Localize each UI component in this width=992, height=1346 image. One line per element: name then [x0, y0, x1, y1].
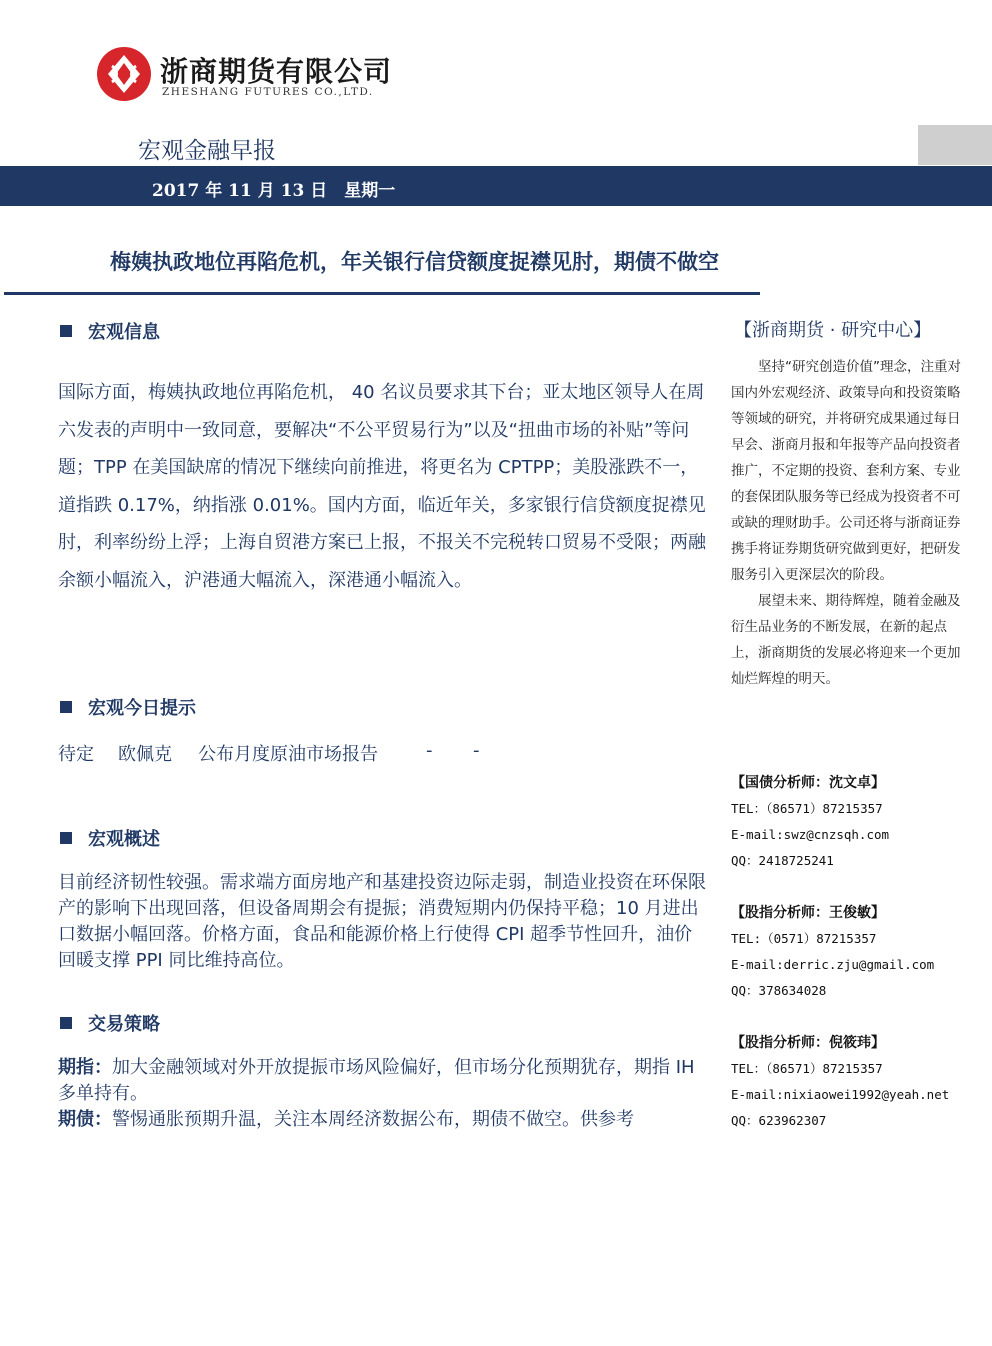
analyst-tel: TEL:（0571）87215357 — [731, 931, 877, 946]
analyst-qq: QQ：2418725241 — [731, 853, 834, 868]
headline: 梅姨执政地位再陷危机，年关银行信贷额度捉襟见肘，期债不做空 — [110, 250, 719, 274]
analyst-email: E-mail:nixiaowei1992@yeah.net — [731, 1087, 950, 1102]
tip-time: 待定 — [58, 744, 94, 765]
analyst-name: 【国债分析师：沈文卓】 — [731, 775, 885, 791]
analyst-tel: TEL：（86571）87215357 — [731, 801, 883, 816]
analyst-qq: QQ：378634028 — [731, 983, 827, 998]
intro-paragraph: 坚持“研究创造价值”理念，注重对国内外宏观经济、政策导向和投资策略等领域的研究，并将研究成果通过每日早会、浙商月报和年报等产品向投资者推广，不定期的投资、套利方案、专业的套保团队服务等已经成为投资者不可或缺的理财助手。公司还将与浙商证券携手将证券期货研究做到更好，把研发服务引入更深层次的阶段。 — [731, 359, 961, 583]
section-heading-macro-info — [60, 318, 160, 344]
header-decoration — [918, 125, 992, 165]
tip-value-1: - — [426, 740, 433, 761]
strategy-text — [58, 1055, 710, 1133]
report-name: 宏观金融早报 — [138, 138, 276, 164]
section-title: 交易策略 — [88, 1014, 160, 1035]
report-date: 2017 年 11 月 13 日 星期一 — [152, 181, 396, 201]
macro-info-text: 国际方面，梅姨执政地位再陷危机， 40 名议员要求其下台；亚太地区领导人在周六发表的声明中一致同意，要解决“不公平贸易行为”以及“扭曲市场的补贴”等问题；TPP 在美国缺席的情况下继续向前推进，将更名为 CPTPP；美股涨跌不一，道指跌 0.17%，纳指涨 0.01%。国内方面，临近年关，多家银行信贷额度捉襟见肘，利率纷纷上浮；上海自贸港方案已上报，不报关不完税转口贸易不受限；两融余额小幅流入，沪港通大幅流入，深港通小幅流入。 — [58, 382, 706, 591]
strategy-item-bond-futures — [58, 1107, 710, 1133]
section-heading-strategy — [60, 1010, 160, 1036]
strategy-body: 警惕通胀预期升温，关注本周经济数据公布，期债不做空。供参考 — [112, 1109, 634, 1130]
headline-divider — [4, 292, 760, 295]
tip-value-2: - — [473, 740, 480, 761]
analyst-email: E-mail:derric.zju@gmail.com — [731, 957, 935, 972]
strategy-body: 加大金融领域对外开放提振市场风险偏好，但市场分化预期犹存，期指 IH 多单持有。 — [58, 1057, 695, 1104]
tip-event: 公布月度原油市场报告 — [198, 744, 378, 765]
section-title: 宏观概述 — [88, 829, 160, 850]
analyst-tel: TEL：（86571）87215357 — [731, 1061, 883, 1076]
analyst-card — [731, 1030, 971, 1134]
brand-name-cn: 浙商期货有限公司 — [160, 55, 393, 88]
overview-text: 目前经济韧性较强。需求端方面房地产和基建投资边际走弱，制造业投资在环保限产的影响下出现回落，但设备周期会有提振；消费短期内仍保持平稳；10 月进出口数据小幅回落。价格方面，食品和能源价格上行使得 CPI 超季节性回升，油价回暖支撑 PPI 同比维持高位。 — [58, 872, 706, 971]
section-heading-today-tips — [60, 694, 196, 720]
bullet-square-icon — [60, 701, 72, 713]
section-title: 宏观信息 — [88, 322, 160, 343]
brand-name-en: ZHESHANG FUTURES CO.,LTD. — [162, 86, 374, 98]
strategy-label: 期指： — [58, 1057, 112, 1078]
section-heading-overview — [60, 825, 160, 851]
analyst-card — [731, 900, 971, 1004]
tip-source: 欧佩克 — [118, 744, 172, 765]
date-bar — [0, 166, 992, 206]
intro-paragraph: 展望未来、期待辉煌，随着金融及衍生品业务的不断发展，在新的起点上，浙商期货的发展必将迎来一个更加灿烂辉煌的明天。 — [731, 593, 961, 687]
analyst-name: 【股指分析师：倪筱玮】 — [731, 1035, 885, 1051]
strategy-item-index-futures — [58, 1055, 710, 1107]
strategy-label: 期债： — [58, 1109, 112, 1130]
analyst-qq: QQ：623962307 — [731, 1113, 827, 1128]
bullet-square-icon — [60, 325, 72, 337]
analyst-email: E-mail:swz@cnzsqh.com — [731, 827, 890, 842]
research-center-intro — [731, 354, 961, 692]
bullet-square-icon — [60, 832, 72, 844]
bullet-square-icon — [60, 1017, 72, 1029]
analyst-name: 【股指分析师：王俊敏】 — [731, 905, 885, 921]
company-logo — [96, 46, 152, 102]
research-center-title: 【浙商期货 · 研究中心】 — [734, 320, 932, 341]
section-title: 宏观今日提示 — [88, 698, 196, 719]
analyst-card — [731, 770, 971, 874]
